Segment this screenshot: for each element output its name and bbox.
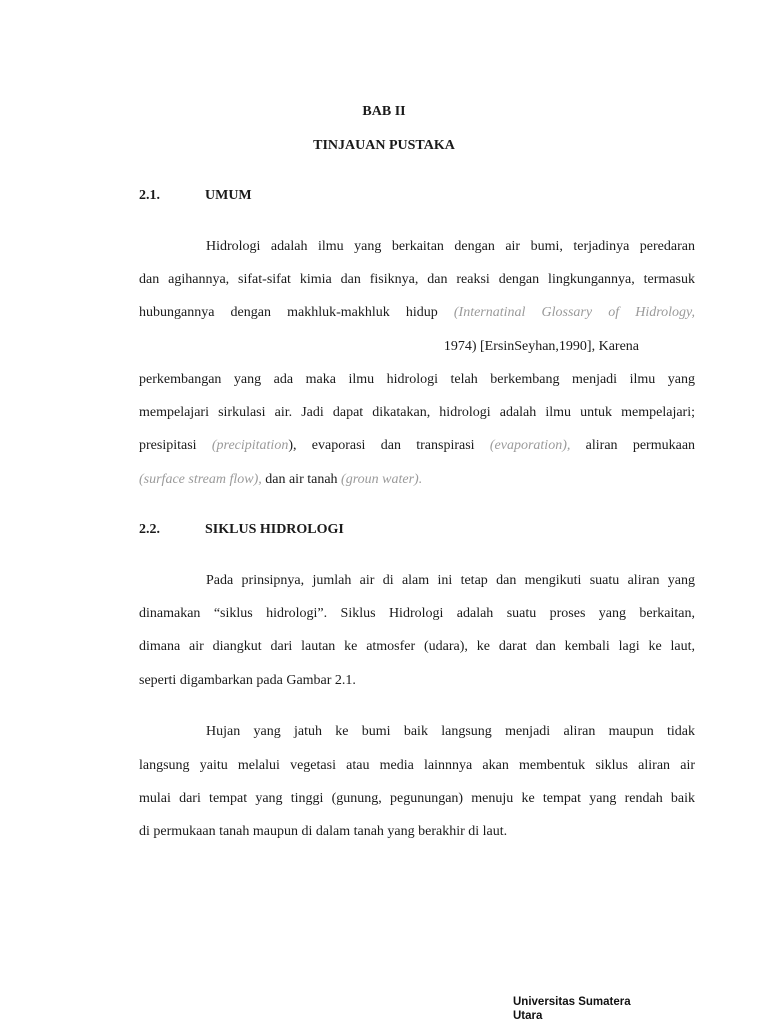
p1-line-1: Hidrologi adalah ilmu yang berkaitan dengan air bumi, terjadinya peredaran: [206, 239, 695, 254]
p2-line-2: dinamakan “siklus hidrologi”. Siklus Hidrologi adalah suatu proses yang berkaitan,: [139, 606, 695, 621]
section-2-title: SIKLUS HIDROLOGI: [205, 522, 344, 537]
p1-term-precipitation: (precipitation: [211, 438, 289, 453]
chapter-heading: BAB II: [362, 104, 406, 119]
p3-line-4: di permukaan tanah maupun di dalam tanah yang berakhir di laut.: [139, 824, 508, 839]
p2-line-3: dimana air diangkut dari lautan ke atmosfer (udara), ke darat dan kembali lagi ke laut,: [139, 639, 695, 654]
p1-term-surface-flow: (surface stream flow),: [139, 472, 262, 487]
p1-line-7-bc: [212, 438, 475, 453]
p1-line-7: [139, 437, 695, 455]
p3-line-3: mulai dari tempat yang tinggi (gunung, pegunungan) menuju ke tempat yang rendah baik: [139, 791, 695, 806]
section-2-number: 2.2.: [139, 522, 160, 537]
p1-line-5: perkembangan yang ada maka ilmu hidrologi telah berkembang menjadi ilmu yang: [139, 372, 695, 387]
p1-line-2: dan agihannya, sifat-sifat kimia dan fisiknya, dan reaksi dengan lingkungannya, termasuk: [139, 272, 695, 287]
p1-line-3-text: hubungannya dengan makhluk-makhluk hidup: [139, 305, 438, 320]
p1-line-7-c: ), evaporasi dan transpirasi: [288, 438, 475, 453]
section-1-title: UMUM: [205, 188, 252, 203]
footer-line-1: Universitas Sumatera: [513, 996, 631, 1008]
p1-line-7-e: aliran permukaan: [585, 438, 696, 453]
p1-line-8: [139, 471, 695, 489]
p1-line-6: mempelajari sirkulasi air. Jadi dapat dikatakan, hidrologi adalah ilmu untuk mempelajari;: [139, 405, 695, 420]
footer-line-2: Utara: [513, 1010, 543, 1022]
p3-line-1: Hujan yang jatuh ke bumi baik langsung menjadi aliran maupun tidak: [206, 724, 695, 739]
p1-term-evaporation: (evaporation),: [489, 438, 571, 453]
p2-line-1: Pada prinsipnya, jumlah air di alam ini tetap dan mengikuti suatu aliran yang: [206, 573, 695, 588]
p1-line-3: [139, 304, 695, 322]
p1-line-7-a: presipitasi: [139, 438, 197, 453]
footer-institution: [513, 995, 673, 1023]
p2-line-4: seperti digambarkan pada Gambar 2.1.: [139, 673, 356, 688]
p1-line-4: 1974) [ErsinSeyhan,1990], Karena: [443, 339, 639, 354]
section-1-number: 2.1.: [139, 188, 160, 203]
p1-line-8-b: dan air tanah: [265, 472, 338, 487]
chapter-title: TINJAUAN PUSTAKA: [313, 138, 455, 153]
p1-citation-italic: (Internatinal Glossary of Hidrology,: [453, 305, 695, 320]
p3-line-2: langsung yaitu melalui vegetasi atau media lainnnya akan membentuk siklus aliran air: [139, 758, 695, 773]
p1-term-groundwater: (groun water).: [341, 472, 423, 487]
